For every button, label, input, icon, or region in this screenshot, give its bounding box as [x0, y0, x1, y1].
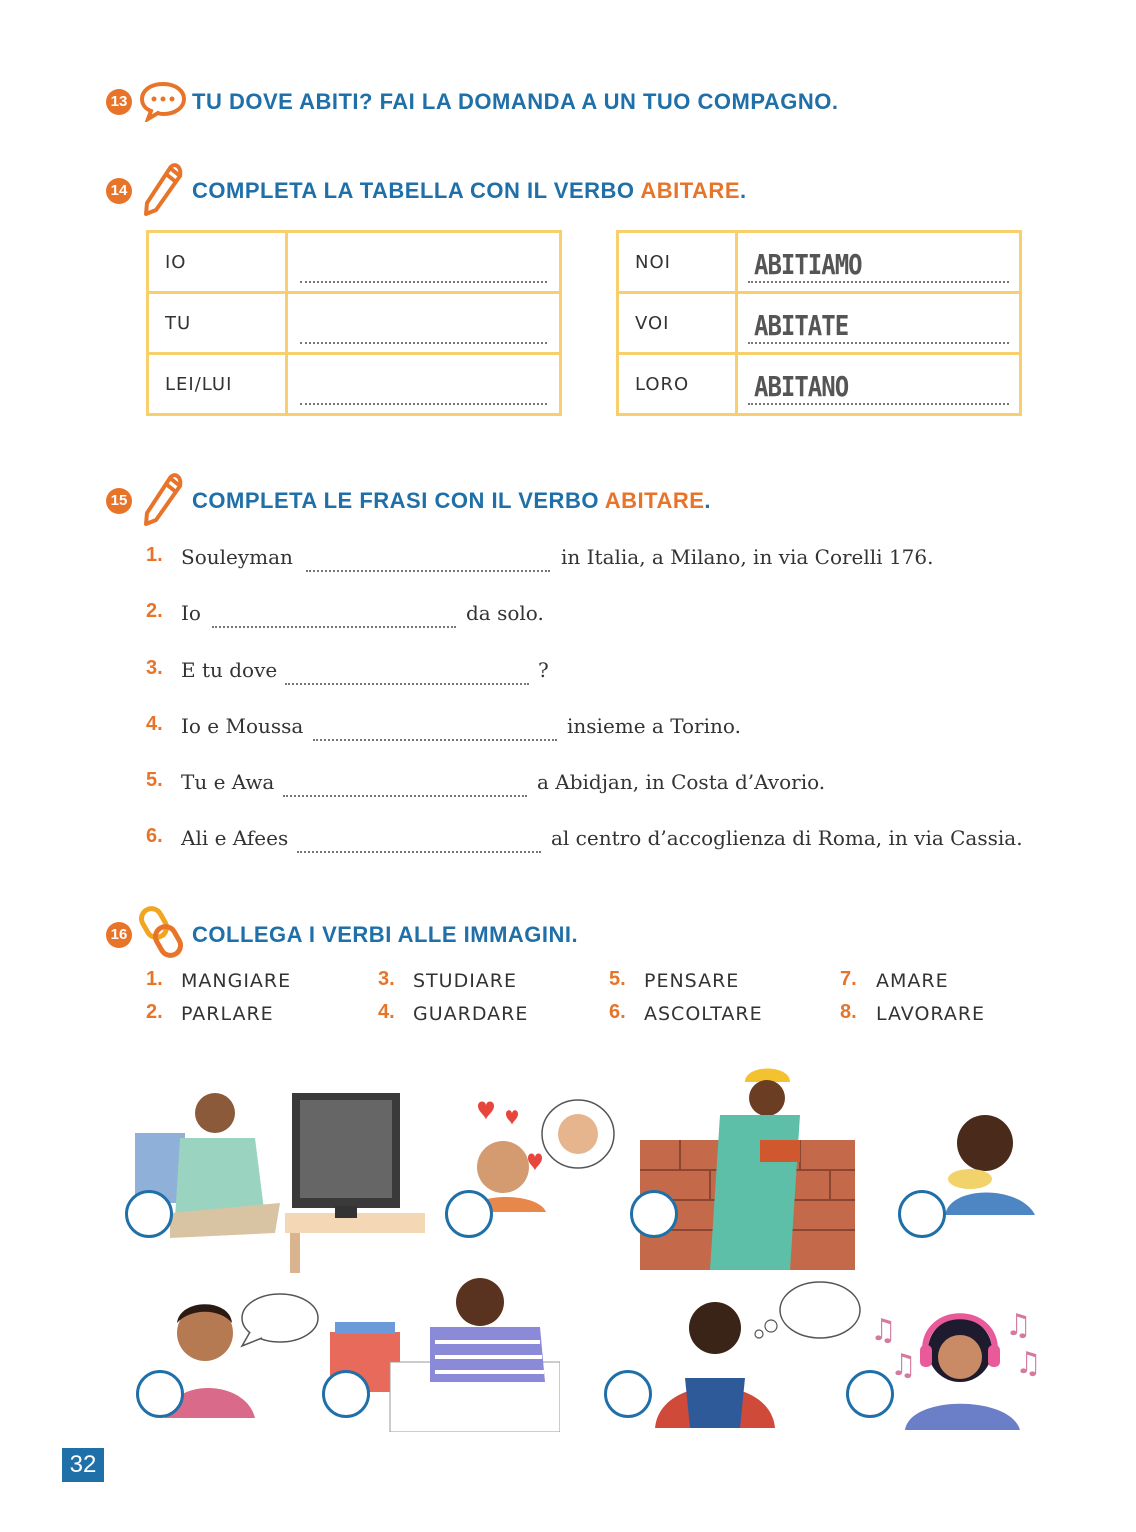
verb-number: 7. — [840, 968, 857, 990]
exercise-14-title-verb: ABITARE — [640, 178, 740, 203]
chain-link-icon — [138, 904, 186, 960]
answer-cell[interactable] — [737, 293, 1021, 354]
page-number: 32 — [62, 1448, 104, 1482]
answer-text: ABITANO — [754, 370, 849, 404]
answer-line — [748, 342, 1009, 344]
sentence-before: Io — [181, 601, 201, 625]
exercise-16-title: COLLEGA I VERBI ALLE IMMAGINI. — [192, 922, 579, 947]
sentence-before: Souleyman — [181, 545, 293, 569]
sentence-after: ? — [538, 658, 549, 682]
answer-circle[interactable] — [898, 1190, 946, 1238]
verb-number: 2. — [146, 1001, 163, 1023]
sentence-blank[interactable] — [297, 851, 541, 853]
verb-label: LAVORARE — [876, 1003, 986, 1025]
pronoun-cell: IO — [148, 232, 287, 293]
illustration-loving — [468, 1092, 618, 1212]
sentence-blank[interactable] — [283, 795, 527, 797]
answer-line — [300, 403, 547, 405]
verb-number: 3. — [378, 968, 395, 990]
verb-number: 4. — [378, 1001, 395, 1023]
exercise-15-title-end: . — [704, 488, 712, 513]
answer-text: ABITIAMO — [754, 248, 862, 282]
exercise-15-title-verb: ABITARE — [604, 488, 705, 513]
table-row — [148, 354, 561, 415]
table-row — [148, 293, 561, 354]
verb-label: MANGIARE — [181, 970, 292, 992]
sentence-before: Ali e Afees — [181, 826, 289, 850]
table-row — [618, 293, 1021, 354]
answer-line — [748, 281, 1009, 283]
verb-label: GUARDARE — [413, 1003, 529, 1025]
exercise-14-number: 14 — [106, 178, 132, 204]
sentence-blank[interactable] — [313, 739, 557, 741]
table-row — [148, 232, 561, 293]
sentence-blank[interactable] — [212, 626, 456, 628]
pronoun-cell: NOI — [618, 232, 737, 293]
exercise-13-number: 13 — [106, 89, 132, 115]
sentence-blank[interactable] — [285, 683, 529, 685]
pencil-icon — [140, 162, 184, 220]
illustration-thinking — [645, 1278, 865, 1428]
sentence-before: Tu e Awa — [181, 770, 275, 794]
pronoun-cell: LORO — [618, 354, 737, 415]
exercise-15-title-text: COMPLETA LE FRASI CON IL VERBO — [192, 488, 605, 513]
answer-line — [300, 281, 547, 283]
exercise-14-title — [192, 178, 747, 204]
exercise-14-title-text: COMPLETA LA TABELLA CON IL VERBO — [192, 178, 641, 203]
answer-circle[interactable] — [630, 1190, 678, 1238]
illustration-eating — [930, 1095, 1050, 1215]
conjugation-table-left — [146, 230, 562, 416]
answer-line — [748, 403, 1009, 405]
sentence-number: 1. — [146, 544, 163, 566]
verb-label: STUDIARE — [413, 970, 518, 992]
exercise-15-title — [192, 488, 711, 514]
pronoun-cell: TU — [148, 293, 287, 354]
sentence-number: 3. — [146, 657, 163, 679]
sentence-before: Io e Moussa — [181, 714, 304, 738]
speech-bubble-icon — [138, 80, 188, 122]
answer-circle[interactable] — [125, 1190, 173, 1238]
svg-text:♫: ♫ — [870, 1313, 897, 1348]
answer-cell[interactable] — [287, 232, 561, 293]
answer-text: ABITATE — [754, 309, 849, 343]
answer-cell[interactable] — [287, 293, 561, 354]
pronoun-cell: LEI/LUI — [148, 354, 287, 415]
answer-circle[interactable] — [136, 1370, 184, 1418]
sentence-after: al centro d’accoglienza di Roma, in via Cassia. — [551, 826, 1023, 850]
table-row — [618, 232, 1021, 293]
sentence-number: 2. — [146, 600, 163, 622]
verb-number: 5. — [609, 968, 626, 990]
exercise-13-title: TU DOVE ABITI? FAI LA DOMANDA A UN TUO COMPAGNO. — [192, 89, 839, 114]
answer-circle[interactable] — [846, 1370, 894, 1418]
sentence-number: 6. — [146, 825, 163, 847]
sentence-blank[interactable] — [306, 570, 550, 572]
verb-label: AMARE — [876, 970, 949, 992]
sentence-number: 5. — [146, 769, 163, 791]
verb-label: PENSARE — [644, 970, 740, 992]
sentence-after: da solo. — [466, 601, 544, 625]
verb-label: ASCOLTARE — [644, 1003, 763, 1025]
table-row — [618, 354, 1021, 415]
svg-text:♫: ♫ — [890, 1348, 917, 1383]
exercise-16-number: 16 — [106, 922, 132, 948]
illustration-working — [640, 1060, 855, 1270]
sentence-number: 4. — [146, 713, 163, 735]
answer-line — [300, 342, 547, 344]
exercise-14-title-end: . — [740, 178, 747, 203]
pronoun-cell: VOI — [618, 293, 737, 354]
verb-number: 1. — [146, 968, 163, 990]
sentence-after: insieme a Torino. — [567, 714, 741, 738]
svg-text:♫: ♫ — [1015, 1346, 1042, 1381]
answer-circle[interactable] — [445, 1190, 493, 1238]
answer-cell[interactable] — [737, 232, 1021, 293]
answer-cell[interactable] — [287, 354, 561, 415]
answer-circle[interactable] — [604, 1370, 652, 1418]
answer-circle[interactable] — [322, 1370, 370, 1418]
answer-cell[interactable] — [737, 354, 1021, 415]
pencil-icon — [140, 472, 184, 530]
illustration-listening — [865, 1295, 1055, 1430]
sentence-after: a Abidjan, in Costa d’Avorio. — [537, 770, 826, 794]
verb-label: PARLARE — [181, 1003, 274, 1025]
verb-number: 8. — [840, 1001, 857, 1023]
exercise-15-number: 15 — [106, 488, 132, 514]
verb-number: 6. — [609, 1001, 626, 1023]
svg-text:♫: ♫ — [1005, 1308, 1032, 1343]
conjugation-table-right — [616, 230, 1022, 416]
sentence-before: E tu dove — [181, 658, 278, 682]
sentence-after: in Italia, a Milano, in via Corelli 176. — [561, 545, 934, 569]
illustration-watching-tv — [130, 1078, 430, 1273]
